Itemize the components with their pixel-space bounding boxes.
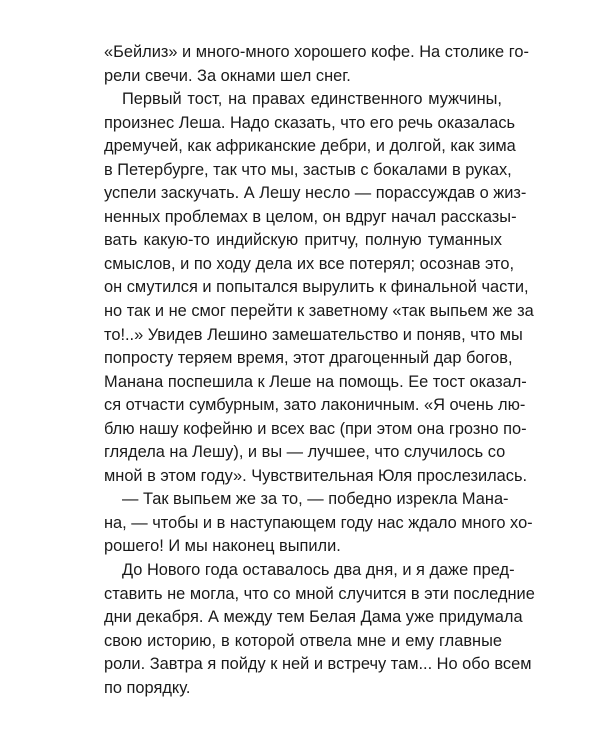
text-line: ся отчасти сумбурным, зато лаконичным. «Я очень лю- bbox=[104, 396, 526, 415]
text-line: Первый тост, на правах единственного мужчины, bbox=[122, 90, 502, 109]
text-line: мной в этом году». Чувствительная Юля прослезилась. bbox=[104, 466, 528, 485]
text-line: успели заскучать. А Лешу несло — порассуждав о жиз- bbox=[104, 184, 527, 203]
text-line: ставить не могла, что со мной случится в эти последние bbox=[104, 584, 535, 603]
paragraph bbox=[104, 41, 529, 88]
text-line: рели свечи. За окнами шел снег. bbox=[104, 66, 351, 85]
text-line: вать какую-то индийскую притчу, полную туманных bbox=[104, 231, 502, 250]
text-line: роли. Завтра я пойду к ней и встречу там... Но обо всем bbox=[104, 655, 532, 674]
page-text bbox=[104, 41, 535, 700]
text-line: на, — чтобы и в наступающем году нас ждало много хо- bbox=[104, 513, 533, 532]
text-line: блю нашу кофейню и всех вас (при этом она грозно по- bbox=[104, 419, 527, 438]
text-line: он смутился и попытался вырулить к финальной части, bbox=[104, 278, 529, 297]
text-line: дни декабря. А между тем Белая Дама уже придумала bbox=[104, 608, 523, 627]
text-line: «Бейлиз» и много-много хорошего кофе. На столике го- bbox=[104, 43, 529, 61]
text-line: произнес Леша. Надо сказать, что его речь оказалась bbox=[104, 113, 516, 132]
text-line: то!..» Увидев Лешино замешательство и поняв, что мы bbox=[104, 325, 523, 344]
text-line: — Так выпьем же за то, — победно изрекла Мана- bbox=[122, 490, 509, 509]
text-line: рошего! И мы наконец выпили. bbox=[104, 537, 341, 556]
text-line: свою историю, в которой отвела мне и ему главные bbox=[104, 631, 502, 650]
text-line: по порядку. bbox=[104, 678, 191, 697]
paragraph bbox=[104, 88, 534, 488]
text-line: в Петербурге, так что мы, застыв с бокалами в руках, bbox=[104, 160, 512, 179]
paragraph bbox=[104, 559, 535, 700]
text-line: Манана поспешила к Леше на помощь. Ее тост оказал- bbox=[104, 372, 527, 391]
text-line: До Нового года оставалось два дня, и я даже пред- bbox=[122, 561, 515, 580]
text-line: смыслов, и по ходу дела их все потерял; осознав это, bbox=[104, 254, 515, 273]
text-line: дремучей, как африканские дебри, и долгой, как зима bbox=[104, 137, 516, 156]
text-line: глядела на Лешу), и вы — лучшее, что случилось со bbox=[104, 443, 506, 462]
paragraph bbox=[104, 488, 533, 559]
text-line: но так и не смог перейти к заветному «так выпьем же за bbox=[104, 302, 534, 321]
text-line: ненных проблемах в целом, он вдруг начал рассказы- bbox=[104, 207, 517, 226]
text-line: попросту теряем время, этот драгоценный дар богов, bbox=[104, 349, 513, 368]
